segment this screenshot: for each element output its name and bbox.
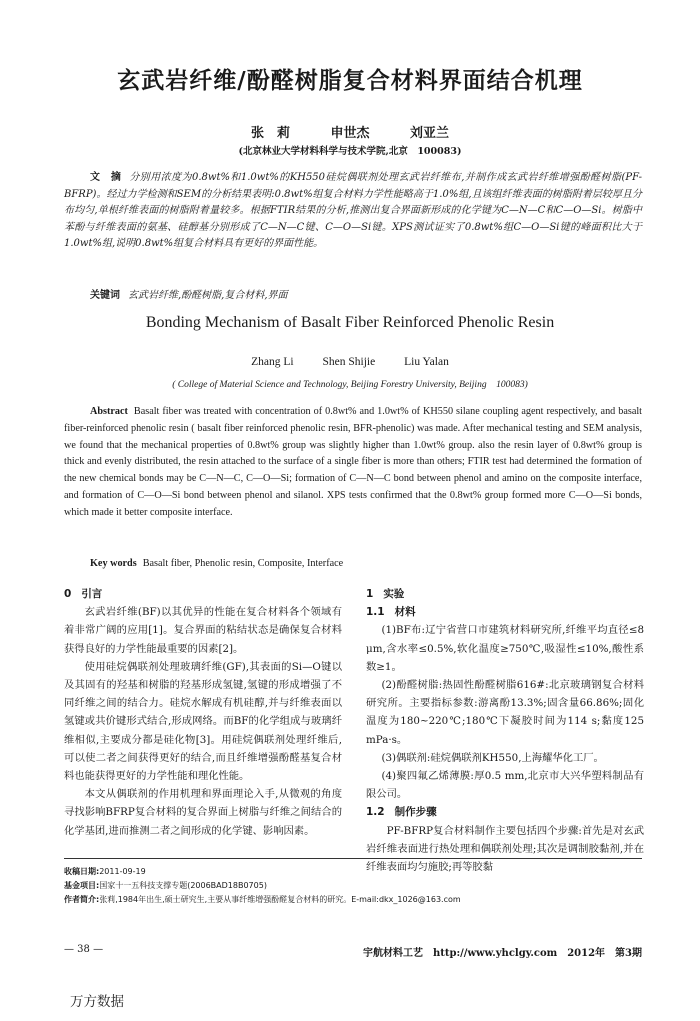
abstract-cn-text: 分别用浓度为0.8wt%和1.0wt%的KH550硅烷偶联剂处理玄武岩纤维布,并制作成玄武岩纤维增强酚醛树脂(PF-BFRP)。经过力学检测和SEM的分析结果表明:0.8wt%组复合材料力学性能略高于1.0%组,且该组纤维表面的树脂附着层较厚且分布均匀,单根纤维表面的树脂附着量较多。根据FTIR结果的分析,推测出复合界面新形成的化学键为C—N—C和C—O—Si。树脂中苯酚与纤维表面的氨基、硅醇基分别形成了C—N—C键、C—O—Si键。XPS测试证实了0.8wt%组C—O—Si键的峰面积比大于1.0wt%组,说明0.8wt%组复合材料具有更好的界面性能。 (64, 172, 643, 250)
paragraph: 本文从偶联剂的作用机理和界面理论入手,从微观的角度寻找影响BFRP复合材料的复合界面上树脂与纤维之间结合的化学基团,进而推测二者之间形成的化学键、影响因素。 (64, 788, 342, 837)
paper-title-en: Bonding Mechanism of Basalt Fiber Reinforced Phenolic Resin (145, 314, 555, 331)
paragraph: 使用硅烷偶联剂处理玻璃纤维(GF),其表面的Si—O键以及其固有的羟基和树脂的羟基形成氢键,氢键的形成增强了不同纤维之间的结合力。硅烷水解成有机硅醇,并与纤维表面以氢键或共价键形式结合,形成网络。而BF的化学组成与玻璃纤维相似,主要成分都是硅化物[3]。用硅烷偶联剂处理纤维后,可以使二者之间获得更好的结合,而且纤维增强酚醛基复合材料也能获得更好的力学性能和理化性能。 (64, 660, 342, 783)
material-item: (1)BF布:辽宁省营口市建筑材料研究所,纤维平均直径≤8 μm,含水率≤0.5%,软化温度≥750℃,吸湿性≤10%,酸性系数≥1。 (366, 624, 644, 673)
footnote-text: 张莉,1984年出生,硕士研究生,主要从事纤维增强酚醛复合材料的研究。E-mail:dkx_1026@163.com (99, 895, 461, 904)
paragraph: PF-BFRP复合材料制作主要包括四个步骤:首先是对玄武岩纤维表面进行热处理和偶联剂处理;其次是调制胶黏剂,并在纤维表面均匀施胶;再等胶黏 (366, 824, 644, 874)
abstract-cn-label: 文 摘 (90, 172, 122, 183)
subsection-title: 制作步骤 (394, 806, 437, 819)
abstract-en-text: Basalt fiber was treated with concentration of 0.8wt% and 1.0wt% of KH550 silane coupling agent respectively, and basalt fiber-reinforced phenolic resin ( basalt fiber reinforced phenolic resin, BFR-phenolic) was made. After mechanical testing and SEM analysis, we found that the mechanical properties of 0.8wt% group was slightly higher than 1.0wt% group. also the resin layer of 0.8wt% group is thick and evenly distributed, the resin attached to the surface of a single fiber is more than others; FTIR test had determined the formation of the new chemical bonds may be C—N—C, C—O—Si; formation of C—N—C bond between phenol and amino on the composite interface, and formation of C—O—Si bond between phenol and silanol. XPS tests confirmed that the 0.8wt% group formed more C—O—Si bonds, which made it better composite interface. (64, 406, 642, 518)
abstract-cn (64, 170, 642, 253)
material-item: (2)酚醛树脂:热固性酚醛树脂616#:北京玻璃钢复合材料研究所。主要指标参数:游离酚13.3%;固含量66.86%;固化温度为180~220℃;180℃下凝胶时间为114 s;黏度125 mPa·s。 (366, 679, 644, 746)
section-heading-intro (64, 585, 342, 603)
subsection-heading-materials (366, 603, 644, 621)
footnote-label: 作者简介: (64, 895, 100, 904)
subsection-number: 1.1 (366, 606, 385, 619)
section-number: 1 (366, 588, 374, 600)
author-cn-3: 刘亚兰 (410, 126, 450, 141)
footnote-author (64, 893, 642, 907)
footnote-label: 基金项目: (64, 881, 100, 890)
paragraph: 玄武岩纤维(BF)以其优异的性能在复合材料各个领域有着非常广阔的应用[1]。复合界面的粘结状态是确保复合材料获得良好的力学性能最重要的因素[2]。 (64, 606, 342, 655)
footnotes (64, 858, 642, 907)
footnote-fund (64, 879, 642, 893)
footnote-text: 2011-09-19 (99, 867, 146, 876)
abstract-en-label: Abstract (90, 406, 128, 417)
author-cn-2: 申世杰 (330, 126, 370, 141)
section-number: 0 (64, 588, 72, 600)
keywords-en-text: Basalt fiber, Phenolic resin, Composite, Interface (142, 558, 344, 569)
section-title: 引言 (81, 588, 103, 600)
section-heading-experiment (366, 585, 644, 603)
section-title: 实验 (383, 588, 405, 600)
watermark: 万方数据 (70, 994, 124, 1010)
footnote-label: 收稿日期: (64, 867, 100, 876)
author-cn-1: 张 莉 (250, 126, 290, 141)
keywords-cn (90, 286, 650, 301)
subsection-number: 1.2 (366, 806, 385, 819)
body-column-right (366, 585, 644, 876)
material-item: (4)聚四氟乙烯薄膜:厚0.5 mm,北京市大兴华塑料制品有限公司。 (366, 770, 644, 801)
subsection-heading-steps (366, 803, 644, 821)
page-number: — 38 — (64, 944, 104, 955)
body-column-left (64, 585, 342, 840)
author-en-2: Shen Shijie (322, 356, 376, 368)
keywords-cn-text: 玄武岩纤维,酚醛树脂,复合材料,界面 (128, 290, 288, 301)
material-item: (3)偶联剂:硅烷偶联剂KH550,上海耀华化工厂。 (381, 751, 604, 764)
keywords-en (90, 558, 650, 569)
authors-en (0, 356, 700, 368)
abstract-en (64, 404, 642, 522)
affiliation-cn: (北京林业大学材料科学与技术学院,北京 100083) (238, 146, 462, 157)
keywords-en-label: Key words (90, 558, 137, 569)
footnote-received (64, 865, 642, 879)
author-en-1: Zhang Li (251, 356, 294, 368)
journal-info: 宇航材料工艺 http://www.yhclgy.com 2012年 第3期 (362, 948, 642, 959)
affiliation-en: ( College of Material Science and Technology, Beijing Forestry University, Beijing 100083) (172, 380, 528, 390)
paper-title-cn: 玄武岩纤维/酚醛树脂复合材料界面结合机理 (117, 67, 583, 94)
author-en-3: Liu Yalan (404, 356, 449, 368)
subsection-title: 材料 (394, 606, 416, 619)
authors-cn (0, 122, 700, 141)
keywords-cn-label: 关键词 (90, 290, 120, 301)
footnote-text: 国家十一五科技支撑专题(2006BAD18B0705) (99, 881, 267, 890)
